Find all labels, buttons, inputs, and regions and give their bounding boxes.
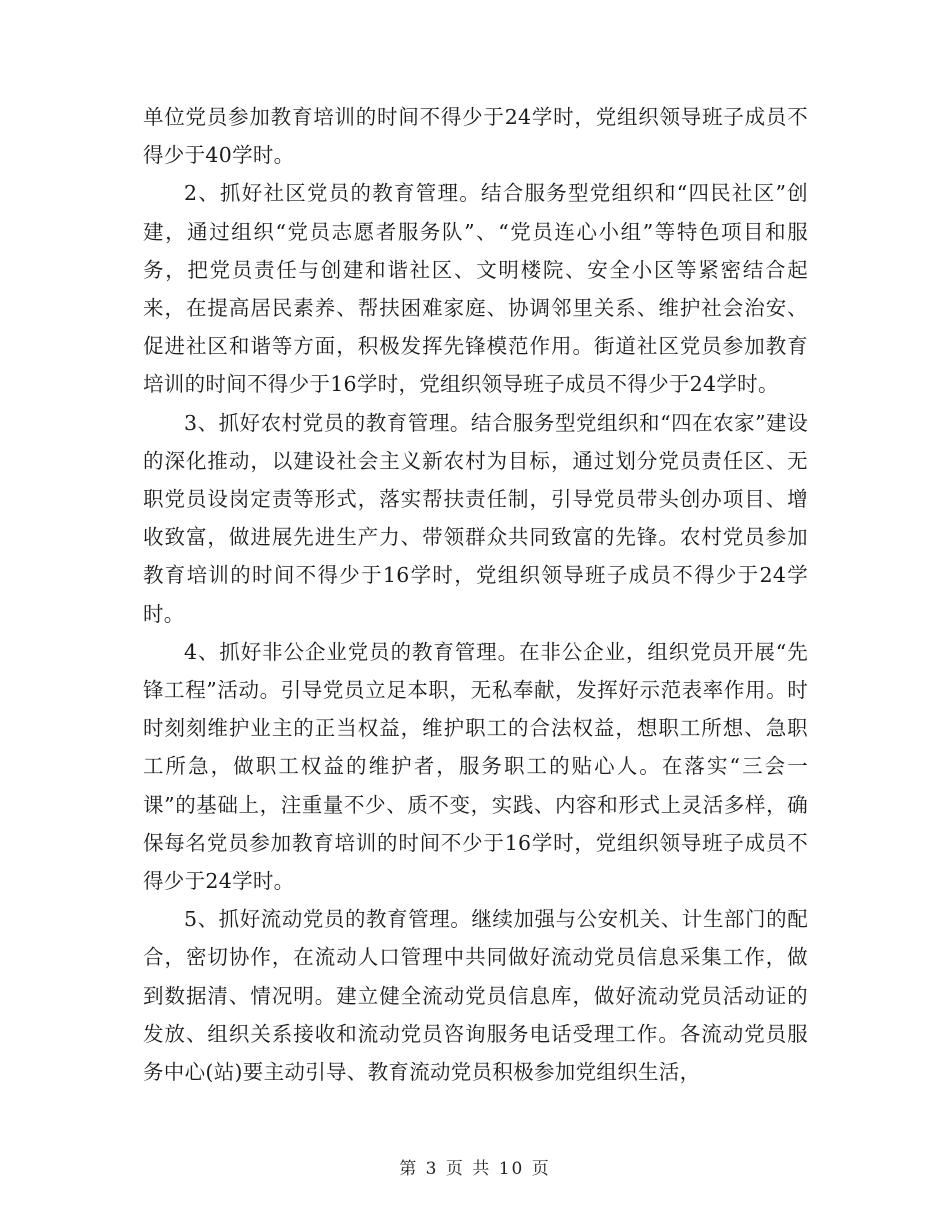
paragraph-1: 单位党员参加教育培训的时间不得少于24学时，党组织领导班子成员不得少于40学时。 <box>143 105 808 168</box>
paragraph-5: 5、抓好流动党员的教育管理。继续加强与公安机关、计生部门的配合，密切协作，在流动人口管理中共同做好流动党员信息采集工作，做到数据清、情况明。建立健全流动党员信息库，做好流动党员活动证的发放、组织关系接收和流动党员咨询服务电话受理工作。各流动党员服务中心(站)要主动引导、教育流动党员积极参加党组织生活， <box>143 907 808 1085</box>
document-body <box>143 98 808 1091</box>
page-number-footer: 第 3 页 共 10 页 <box>399 1159 551 1179</box>
paragraph-3: 3、抓好农村党员的教育管理。结合服务型党组织和“四在农家”建设的深化推动，以建设社会主义新农村为目标，通过划分党员责任区、无职党员设岗定责等形式，落实帮扶责任制，引导党员带头创办项目、增收致富，做进展先进生产力、带领群众共同致富的先锋。农村党员参加教育培训的时间不得少于16学时，党组织领导班子成员不得少于24学时。 <box>143 410 808 626</box>
paragraph-2: 2、抓好社区党员的教育管理。结合服务型党组织和“四民社区”创建，通过组织“党员志愿者服务队”、“党员连心小组”等特色项目和服务，把党员责任与创建和谐社区、文明楼院、安全小区等紧密结合起来，在提高居民素养、帮扶困难家庭、协调邻里关系、维护社会治安、促进社区和谐等方面，积极发挥先锋模范作用。街道社区党员参加教育培训的时间不得少于16学时，党组织领导班子成员不得少于24学时。 <box>143 181 808 397</box>
paragraph-4: 4、抓好非公企业党员的教育管理。在非公企业，组织党员开展“先锋工程”活动。引导党员立足本职，无私奉献，发挥好示范表率作用。时时刻刻维护业主的正当权益，维护职工的合法权益，想职工所想、急职工所急，做职工权益的维护者，服务职工的贴心人。在落实“三会一课”的基础上，注重量不少、质不变，实践、内容和形式上灵活多样，确保每名党员参加教育培训的时间不少于16学时，党组织领导班子成员不得少于24学时。 <box>143 639 808 894</box>
